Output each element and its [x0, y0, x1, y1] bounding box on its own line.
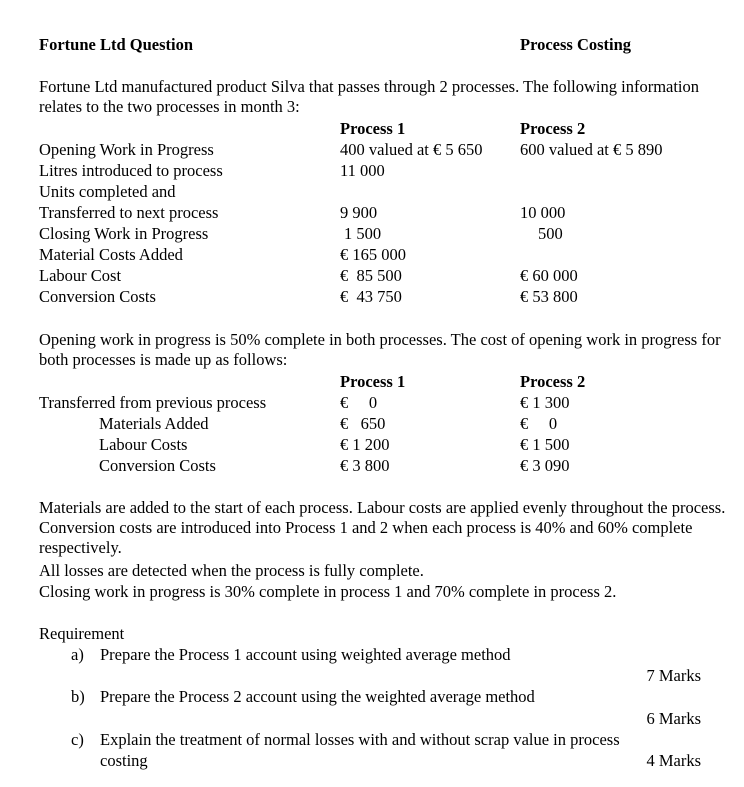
table1-row-p1: 11 000: [340, 161, 385, 180]
table1-row-label: Labour Cost: [39, 266, 122, 285]
table1-row-label: Litres introduced to process: [39, 161, 223, 180]
requirement-c-text-line2: costing: [100, 751, 148, 770]
table1-row-p1: 9 900: [340, 203, 378, 222]
losses-note: All losses are detected when the process is fully complete.: [39, 561, 424, 580]
requirement-a-letter: a): [71, 645, 84, 664]
table2-row-p2: € 1 300: [520, 393, 570, 412]
table1-row-label: Closing Work in Progress: [39, 224, 209, 243]
table1-row-p2: 600 valued at € 5 890: [520, 140, 663, 159]
table2-row-p1: € 0: [340, 393, 378, 412]
table2-row-p2: € 1 500: [520, 435, 570, 454]
document-title: Fortune Ltd Question: [39, 35, 194, 54]
table2-row-label: Materials Added: [99, 414, 209, 433]
intro-paragraph: Fortune Ltd manufactured product Silva that passes through 2 processes. The following information relates to the two processes in month 3:: [39, 77, 700, 116]
table1-row-p2: 500: [538, 224, 563, 243]
table2-header-process2: Process 2: [520, 372, 586, 391]
table2-row-p1: € 3 800: [340, 456, 390, 475]
table1-row-label: Units completed and: [39, 182, 176, 201]
table2-row-p2: € 0: [520, 414, 558, 433]
table1-row-label: Opening Work in Progress: [39, 140, 214, 159]
table2-row-p1: € 1 200: [340, 435, 390, 454]
table1-header-process1: Process 1: [340, 119, 406, 138]
table2-row-p1: € 650: [340, 414, 386, 433]
table1-row-p2: € 53 800: [520, 287, 578, 306]
table1-row-label: Material Costs Added: [39, 245, 183, 264]
table2-header-process1: Process 1: [340, 372, 406, 391]
table2-row-label: Conversion Costs: [99, 456, 216, 475]
requirement-c-text-line1: Explain the treatment of normal losses with and without scrap value in process: [100, 730, 620, 749]
requirement-a-marks: 7 Marks: [646, 666, 701, 685]
table1-row-p1: € 85 500: [340, 266, 402, 285]
table1-row-p1: € 43 750: [340, 287, 402, 306]
closing-wip-note: Closing work in progress is 30% complete in process 1 and 70% complete in process 2.: [39, 582, 617, 601]
table1-row-p2: € 60 000: [520, 266, 578, 285]
materials-note-paragraph: Materials are added to the start of each process. Labour costs are applied evenly throughout the process. Conversion costs are introduced into Process 1 and 2 when each process is 40% and 60% complete respectively.: [39, 498, 726, 557]
table1-row-p1: 400 valued at € 5 650: [340, 140, 483, 159]
table1-row-p1: € 165 000: [340, 245, 406, 264]
requirement-a-text: Prepare the Process 1 account using weighted average method: [100, 645, 511, 664]
table2-row-label: Transferred from previous process: [39, 393, 267, 412]
table2-row-p2: € 3 090: [520, 456, 570, 475]
requirement-b-marks: 6 Marks: [646, 709, 701, 728]
requirement-heading: Requirement: [39, 624, 125, 643]
requirement-c-letter: c): [71, 730, 84, 749]
table1-row-label: Transferred to next process: [39, 203, 219, 222]
requirement-c-marks: 4 Marks: [646, 751, 701, 770]
table1-header-process2: Process 2: [520, 119, 586, 138]
table2-row-label: Labour Costs: [99, 435, 188, 454]
table1-row-p1: 1 500: [344, 224, 382, 243]
requirement-b-text: Prepare the Process 2 account using the weighted average method: [100, 687, 535, 706]
table1-row-p2: 10 000: [520, 203, 566, 222]
document-topic: Process Costing: [520, 35, 632, 54]
table1-row-label: Conversion Costs: [39, 287, 156, 306]
opening-wip-paragraph: Opening work in progress is 50% complete in both processes. The cost of opening work in progress for both processes is made up as follows:: [39, 330, 721, 369]
requirement-b-letter: b): [71, 687, 85, 706]
